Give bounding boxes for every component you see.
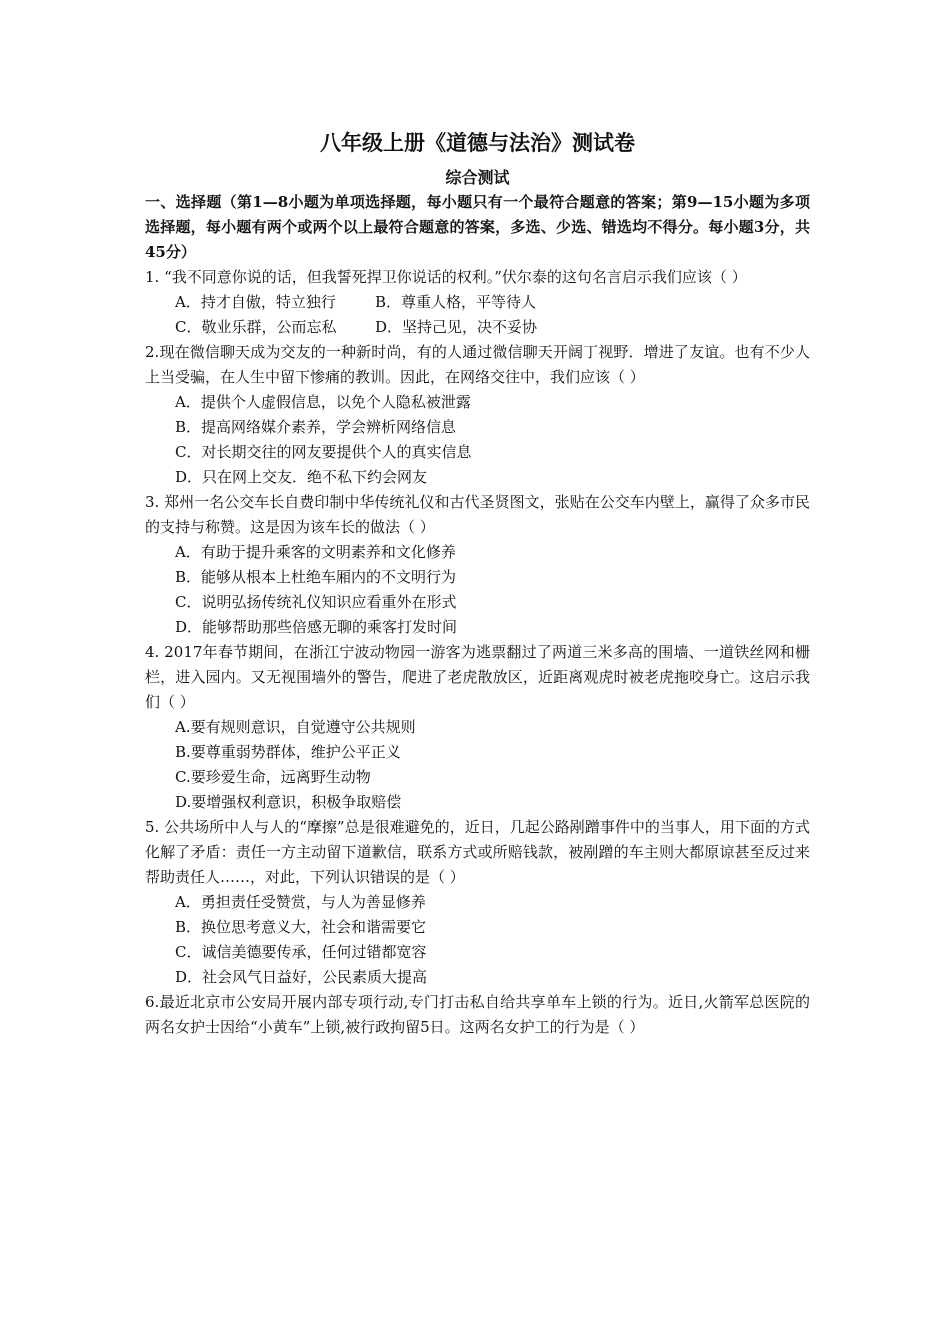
question-stem: 6.最近北京市公安局开展内部专项行动,专门打击私自给共享单车上锁的行为。近日,火箭军总医院的两名女护士因给“小黄车”上锁,被行政拘留5日。这两名女护工的行为是（ ） xyxy=(145,993,810,1036)
exam-title: 八年级上册《道德与法治》测试卷 xyxy=(320,130,635,155)
question-stem: 1. “我不同意你说的话，但我誓死捍卫你说话的权利。”伏尔泰的这句名言启示我们应该（ ） xyxy=(145,268,747,286)
question-stem: 3. 郑州一名公交车长自费印制中华传统礼仪和古代圣贤图文，张贴在公交车内壁上，赢得了众多市民的支持与称赞。这是因为该车长的做法（ ） xyxy=(145,493,810,536)
option-b: B．能够从根本上杜绝车厢内的不文明行为 xyxy=(175,568,457,586)
question-6 xyxy=(145,990,810,1040)
option-row xyxy=(145,315,810,340)
question-2 xyxy=(145,340,810,490)
option-c: C．敬业乐群，公而忘私 xyxy=(175,318,337,336)
option-a: A．提供个人虚假信息，以免个人隐私被泄露 xyxy=(175,393,471,411)
option-b: B．换位思考意义大，社会和谐需要它 xyxy=(175,918,427,936)
option-c: C．对长期交往的网友要提供个人的真实信息 xyxy=(175,443,472,461)
question-stem: 4. 2017年春节期间，在浙江宁波动物园一游客为逃票翻过了两道三米多高的围墙、一道铁丝网和栅栏，进入园内。又无视围墙外的警告，爬进了老虎散放区，近距离观虎时被老虎拖咬身亡。这启示我们（ ） xyxy=(145,643,810,711)
question-3 xyxy=(145,490,810,640)
section-instruction: 一、选择题（第1—8小题为单项选择题，每小题只有一个最符合题意的答案；第9—15小题为多项选择题，每小题有两个或两个以上最符合题意的答案，多选、少选、错选均不得分。每小题3分，共45分） xyxy=(145,193,810,261)
option-row xyxy=(145,290,810,315)
option-b: B.要尊重弱势群体，维护公平正义 xyxy=(175,743,401,761)
option-d: D．坚持己见，决不妥协 xyxy=(375,318,538,336)
option-b: B．尊重人格，平等待人 xyxy=(375,293,537,311)
question-5 xyxy=(145,815,810,990)
option-c: C.要珍爱生命，远离野生动物 xyxy=(175,768,371,786)
question-stem: 5. 公共场所中人与人的“摩擦”总是很难避免的，近日，几起公路剐蹭事件中的当事人，用下面的方式化解了矛盾：责任一方主动留下道歉信，联系方式或所赔钱款，被剐蹭的车主则大都原谅甚至反过来帮助责任人……，对此，下列认识错误的是（ ） xyxy=(145,818,810,886)
option-d: D．能够帮助那些倍感无聊的乘客打发时间 xyxy=(175,618,458,636)
option-a: A.要有规则意识，自觉遵守公共规则 xyxy=(175,718,416,736)
option-b: B．提高网络媒介素养，学会辨析网络信息 xyxy=(175,418,457,436)
option-d: D．只在网上交友．绝不私下约会网友 xyxy=(175,468,428,486)
question-1 xyxy=(145,265,810,340)
option-d: D.要增强权利意识，积极争取赔偿 xyxy=(175,793,402,811)
option-c: C．说明弘扬传统礼仪知识应看重外在形式 xyxy=(175,593,457,611)
option-c: C．诚信美德要传承，任何过错都宽容 xyxy=(175,943,427,961)
option-d: D．社会风气日益好，公民素质大提高 xyxy=(175,968,428,986)
option-a: A．勇担责任受赞赏，与人为善显修养 xyxy=(175,893,426,911)
exam-subtitle: 综合测试 xyxy=(445,168,510,187)
option-a: A．持才自傲，特立独行 xyxy=(175,293,336,311)
question-stem: 2.现在微信聊天成为交友的一种新时尚，有的人通过微信聊天开阔丁视野．增进了友谊。也有不少人上当受骗，在人生中留下惨痛的教训。因此，在网络交往中，我们应该（ ） xyxy=(145,343,810,386)
question-4 xyxy=(145,640,810,815)
exam-page xyxy=(145,128,810,1040)
option-a: A．有助于提升乘客的文明素养和文化修养 xyxy=(175,543,456,561)
